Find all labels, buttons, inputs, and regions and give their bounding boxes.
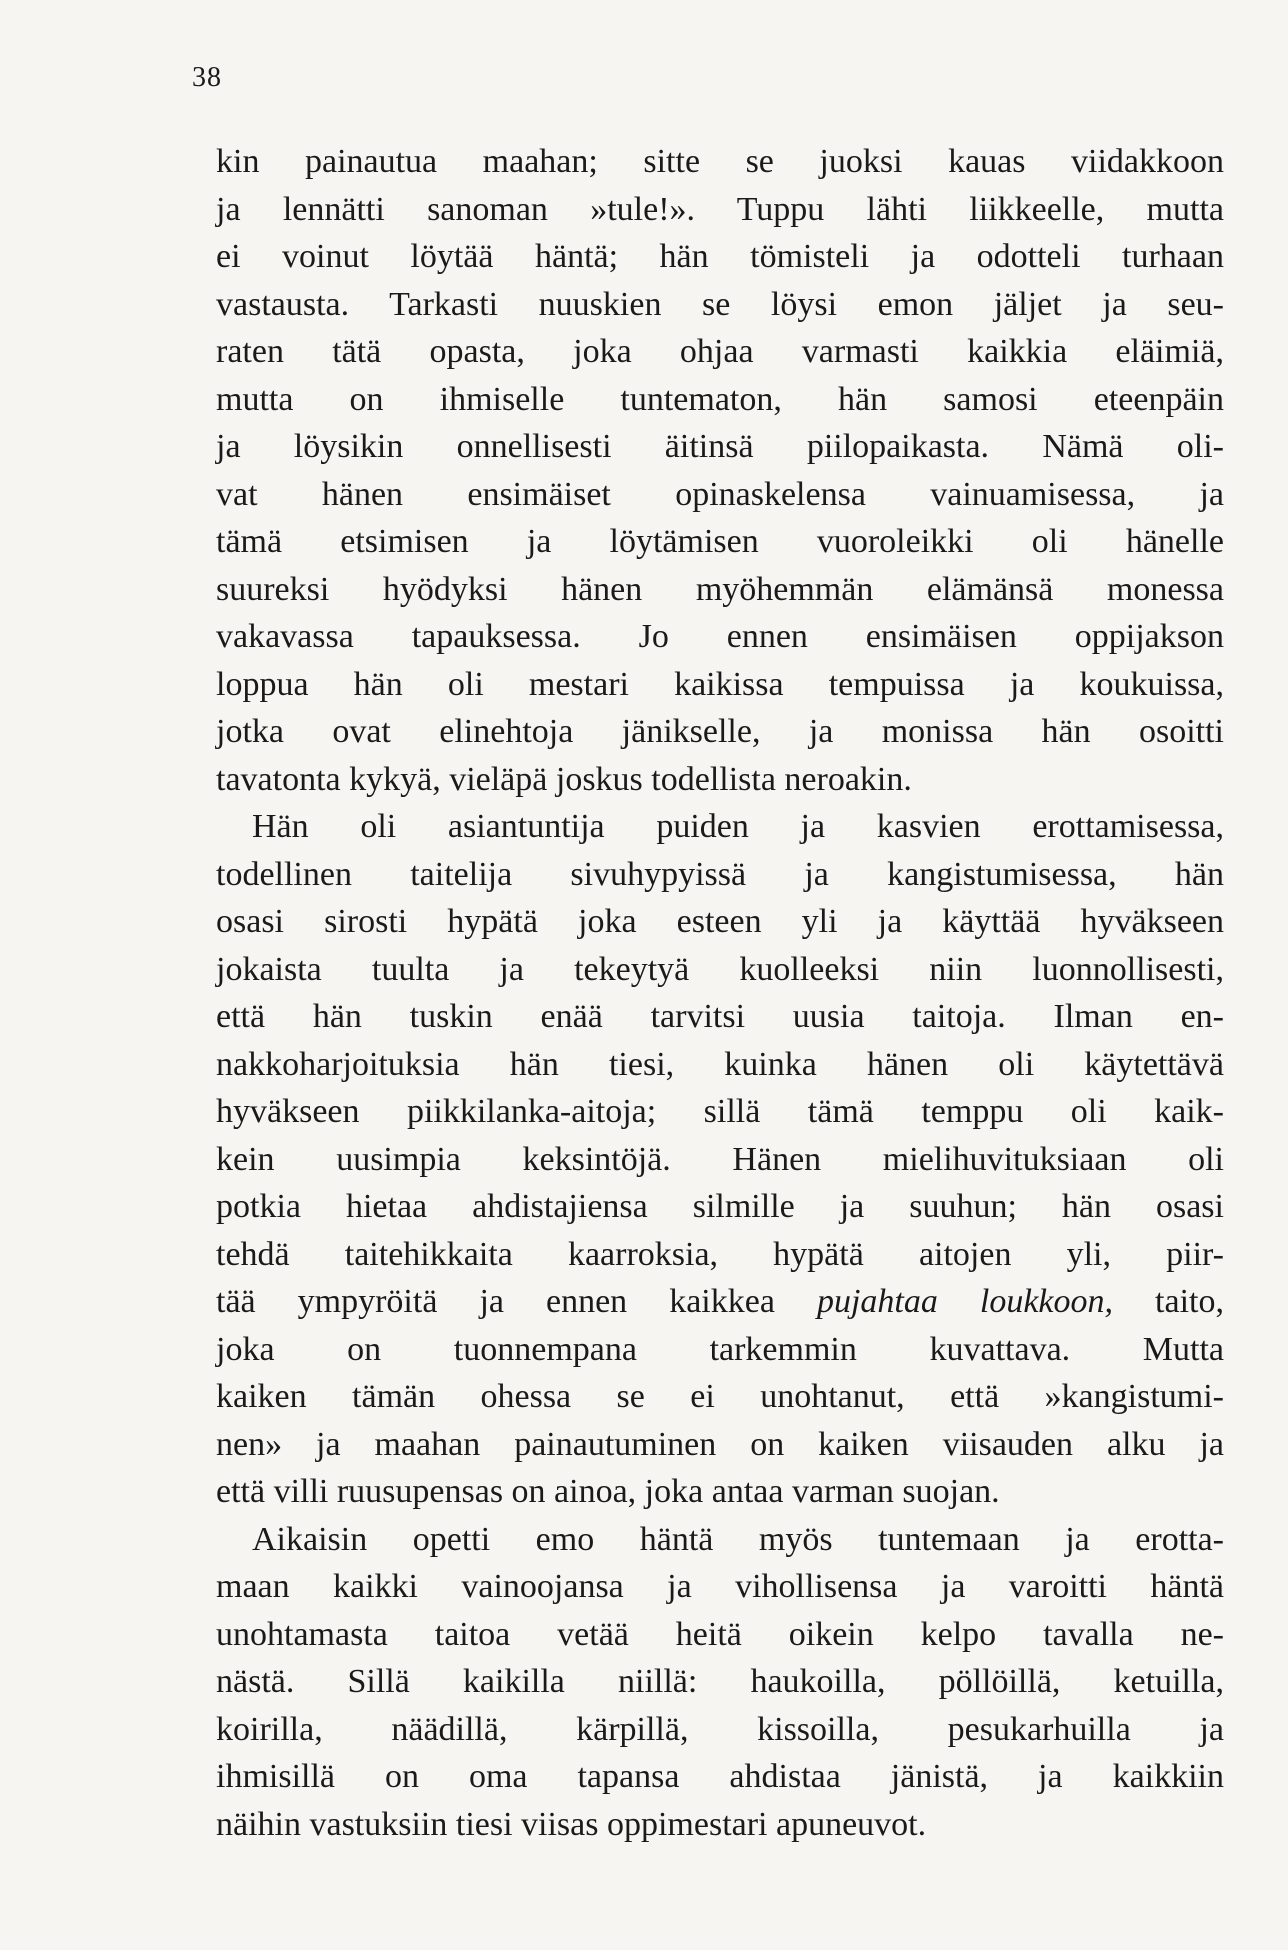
- text-line: kein uusimpia keksintöjä. Hänen mielihuvituksiaan oli: [216, 1140, 1224, 1178]
- text-line: nakkoharjoituksia hän tiesi, kuinka hänen oli käytettävä: [216, 1045, 1224, 1083]
- page-number: 38: [192, 62, 222, 93]
- text-line: ja lennätti sanoman »tule!». Tuppu lähti liikkeelle, mutta: [216, 190, 1224, 228]
- text-line: vat hänen ensimäiset opinaskelensa vainuamisessa, ja: [216, 475, 1224, 513]
- text-line: mutta on ihmiselle tuntematon, hän samosi eteenpäin: [216, 380, 1224, 418]
- text-line: näihin vastuksiin tiesi viisas oppimestari apuneuvot.: [216, 1805, 927, 1843]
- text-line: nen» ja maahan painautuminen on kaiken viisauden alku ja: [216, 1425, 1224, 1463]
- text-line: tehdä taitehikkaita kaarroksia, hypätä aitojen yli, piir-: [216, 1235, 1224, 1273]
- text-line: ja löysikin onnellisesti äitinsä piilopaikasta. Nämä oli-: [216, 428, 1224, 465]
- text-line: maan kaikki vainoojansa ja vihollisensa ja varoitti häntä: [216, 1568, 1224, 1605]
- text-line: joka on tuonnempana tarkemmin kuvattava. Mutta: [216, 1330, 1224, 1368]
- text-line: Aikaisin opetti emo häntä myös tuntemaan ja erotta-: [252, 1520, 1224, 1558]
- text-line: [216, 1278, 1224, 1326]
- text-line: suureksi hyödyksi hänen myöhemmän elämänsä monessa: [216, 570, 1224, 608]
- text-line: unohtamasta taitoa vetää heitä oikein kelpo tavalla ne-: [216, 1615, 1224, 1653]
- text-line: jokaista tuulta ja tekeytyä kuolleeksi niin luonnollisesti,: [216, 950, 1224, 988]
- text-line: jotka ovat elinehtoja jänikselle, ja monissa hän osoitti: [216, 713, 1224, 750]
- body-text: [216, 138, 1224, 1848]
- text-segment: tää ympyröitä ja ennen kaikkea: [216, 1283, 817, 1320]
- text-line: tämä etsimisen ja löytämisen vuoroleikki oli hänelle: [216, 523, 1224, 560]
- text-line: potkia hietaa ahdistajiensa silmille ja suuhun; hän osasi: [216, 1188, 1224, 1225]
- text-line: kin painautua maahan; sitte se juoksi kauas viidakkoon: [216, 143, 1224, 180]
- italic-phrase: pujahtaa loukkoon,: [816, 1283, 1114, 1320]
- text-line: loppua hän oli mestari kaikissa tempuissa ja koukuissa,: [216, 665, 1224, 703]
- text-line: ihmisillä on oma tapansa ahdistaa jänistä, ja kaikkiin: [216, 1758, 1224, 1795]
- text-line: todellinen taitelija sivuhypyissä ja kangistumisessa, hän: [216, 855, 1224, 893]
- text-line: vastausta. Tarkasti nuuskien se löysi emon jäljet ja seu-: [216, 285, 1224, 323]
- text-line: että hän tuskin enää tarvitsi uusia taitoja. Ilman en-: [216, 998, 1224, 1035]
- text-segment: taito,: [1113, 1283, 1224, 1320]
- text-line: kaiken tämän ohessa se ei unohtanut, että »kangistumi-: [216, 1378, 1224, 1415]
- text-line: osasi sirosti hypätä joka esteen yli ja käyttää hyväkseen: [216, 903, 1224, 940]
- text-line: raten tätä opasta, joka ohjaa varmasti kaikkia eläimiä,: [216, 333, 1224, 370]
- text-line: hyväkseen piikkilanka-aitoja; sillä tämä temppu oli kaik-: [216, 1093, 1224, 1130]
- text-line: ei voinut löytää häntä; hän tömisteli ja odotteli turhaan: [216, 238, 1224, 275]
- text-line: tavatonta kykyä, vieläpä joskus todellista neroakin.: [216, 760, 912, 798]
- text-line: koirilla, näädillä, kärpillä, kissoilla, pesukarhuilla ja: [216, 1710, 1224, 1748]
- text-line: että villi ruusupensas on ainoa, joka antaa varman suojan.: [216, 1473, 1000, 1510]
- text-line: Hän oli asiantuntija puiden ja kasvien erottamisessa,: [252, 808, 1224, 845]
- text-line: nästä. Sillä kaikilla niillä: haukoilla, pöllöillä, ketuilla,: [216, 1663, 1224, 1700]
- text-line: vakavassa tapauksessa. Jo ennen ensimäisen oppijakson: [216, 618, 1224, 655]
